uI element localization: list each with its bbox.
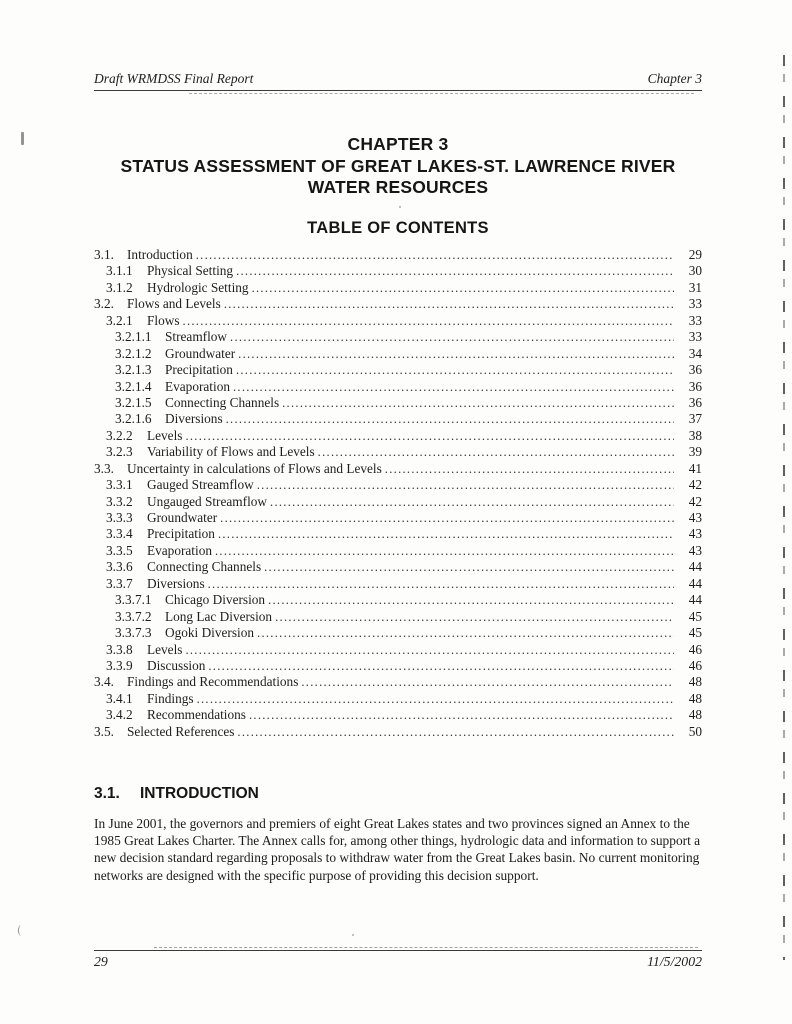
toc-entry-page: 36 (688, 394, 702, 410)
toc-entry-number: 3.4. (94, 674, 114, 690)
toc-entry-label: Ogoki Diversion (165, 625, 255, 641)
toc-entry (94, 395, 702, 411)
toc-entry-number: 3.3.1 (106, 477, 133, 493)
toc-leader-dots (270, 494, 674, 510)
toc-entry-label: Streamflow (165, 329, 228, 345)
toc-leader-dots (282, 395, 674, 411)
toc-entry-number: 3.3.8 (106, 641, 133, 657)
toc-entry-label: Chicago Diversion (165, 592, 266, 608)
toc-entry (94, 461, 702, 477)
toc-entry-page: 30 (688, 263, 702, 279)
toc-entry (94, 428, 702, 444)
toc-entry-number: 3.2. (94, 296, 114, 312)
toc-entry-page: 39 (688, 444, 702, 460)
toc-entry (94, 313, 702, 329)
toc-entry-page: 33 (688, 296, 702, 312)
toc-leader-dots (197, 691, 674, 707)
toc-leader-dots (208, 576, 674, 592)
toc-leader-dots (215, 543, 674, 559)
toc-entry-number: 3.3.7.2 (115, 608, 152, 624)
chapter-number-line: CHAPTER 3 (347, 134, 449, 154)
header-chapter-label: Chapter 3 (647, 71, 702, 86)
toc-leader-dots (275, 609, 674, 625)
toc-entry-label: Gauged Streamflow (147, 477, 254, 493)
toc-entry-label: Recommendations (147, 707, 246, 723)
toc-entry-label: Ungauged Streamflow (147, 493, 268, 509)
toc-entry (94, 362, 702, 378)
toc-entry-page: 37 (688, 411, 702, 427)
toc-leader-dots (220, 510, 674, 526)
toc-entry (94, 526, 702, 542)
scan-edge-artifact (783, 55, 785, 960)
toc-entry-label: Levels (147, 427, 183, 443)
running-header (94, 71, 702, 91)
toc-entry-page: 36 (688, 378, 702, 394)
toc-entry-number: 3.1.2 (106, 279, 133, 295)
toc-entry (94, 625, 702, 641)
toc-entry-page: 44 (688, 559, 702, 575)
toc-entry (94, 379, 702, 395)
toc-entry (94, 724, 702, 740)
toc-entry (94, 707, 702, 723)
toc-entry-number: 3.3.7.3 (115, 625, 152, 641)
toc-entry-number: 3.2.1.6 (115, 411, 152, 427)
toc-entry-number: 3.2.1 (106, 312, 133, 328)
toc-entry-number: 3.4.1 (106, 690, 133, 706)
toc-entry-page: 34 (688, 345, 702, 361)
section-heading (94, 785, 259, 803)
toc-leader-dots (257, 477, 674, 493)
toc-entry (94, 609, 702, 625)
toc-entry-page: 45 (688, 625, 702, 641)
footer-page-number: 29 (94, 954, 108, 969)
toc-entry (94, 296, 702, 312)
chapter-title-block (60, 134, 736, 199)
toc-entry-page: 42 (688, 493, 702, 509)
toc-entry-page: 46 (688, 641, 702, 657)
toc-entry-label: Findings (147, 690, 194, 706)
toc-leader-dots (224, 296, 674, 312)
toc-entry-page: 43 (688, 526, 702, 542)
introduction-paragraph: In June 2001, the governors and premiers of eight Great Lakes states and two provinces signed an Annex to the 1985 Great Lakes Charter. The Annex calls for, among other things, hydrologic data and information to support a new decision standard regarding proposals to withdraw water from the Great Lakes basin. No current monitoring networks are designed with the specific purpose of providing this decision support. (94, 816, 701, 883)
toc-entry-number: 3.2.1.2 (115, 345, 152, 361)
toc-entry (94, 280, 702, 296)
toc-entry-label: Uncertainty in calculations of Flows and Levels (127, 460, 382, 476)
toc-leader-dots (233, 379, 674, 395)
toc-entry-number: 3.1.1 (106, 263, 133, 279)
toc-entry (94, 642, 702, 658)
toc-entry-label: Evaporation (165, 378, 230, 394)
toc-leader-dots (236, 362, 674, 378)
toc-entry-page: 48 (688, 707, 702, 723)
toc-entry (94, 674, 702, 690)
toc-entry (94, 576, 702, 592)
scan-speck-artifact (399, 206, 401, 208)
toc-leader-dots (185, 642, 674, 658)
toc-entry (94, 329, 702, 345)
toc-entry-number: 3.3.7 (106, 575, 133, 591)
chapter-title-line1: STATUS ASSESSMENT OF GREAT LAKES-ST. LAWRENCE RIVER (120, 155, 676, 176)
toc-entry-label: Groundwater (165, 345, 236, 361)
toc-entry-page: 33 (688, 312, 702, 328)
toc-entry-page: 33 (688, 329, 702, 345)
section-title: INTRODUCTION (140, 785, 259, 802)
toc-leader-dots (183, 313, 674, 329)
toc-entry-label: Evaporation (147, 542, 212, 558)
toc-entry-label: Diversions (147, 575, 205, 591)
toc-entry-page: 48 (688, 690, 702, 706)
toc-leader-dots (226, 411, 674, 427)
header-report-title: Draft WRMDSS Final Report (94, 71, 254, 86)
toc-entry-number: 3.3.9 (106, 657, 133, 673)
toc-entry-label: Long Lac Diversion (165, 608, 273, 624)
chapter-title-line2: WATER RESOURCES (307, 177, 489, 197)
toc-entry (94, 510, 702, 526)
toc-entry-page: 31 (688, 279, 702, 295)
toc-entry-number: 3.3.3 (106, 510, 133, 525)
toc-leader-dots (196, 247, 674, 263)
toc-entry-label: Physical Setting (147, 263, 234, 279)
toc-leader-dots (249, 707, 674, 723)
toc-entry-number: 3.2.2 (106, 427, 133, 443)
toc-entry-page: 38 (688, 427, 702, 443)
toc-leader-dots (268, 592, 674, 608)
toc-entry-number: 3.3.5 (106, 542, 133, 558)
toc-entry (94, 658, 702, 674)
toc-entry (94, 411, 702, 427)
toc-entry-page: 45 (688, 608, 702, 624)
toc-heading: TABLE OF CONTENTS (307, 219, 489, 237)
toc-entry-page: 43 (688, 542, 702, 558)
toc-entry-label: Groundwater (147, 510, 218, 525)
toc-entry-label: Precipitation (165, 362, 233, 378)
toc-entry-page: 44 (688, 575, 702, 591)
scan-paren-artifact (18, 925, 24, 936)
toc-entry-number: 3.3. (94, 460, 114, 476)
toc-entry-page: 41 (688, 460, 702, 476)
toc-entry (94, 263, 702, 279)
toc-leader-dots (236, 263, 674, 279)
toc-entry-number: 3.3.2 (106, 493, 133, 509)
toc-leader-dots (252, 280, 674, 296)
toc-entry-page: 50 (688, 723, 702, 739)
toc-entry (94, 494, 702, 510)
toc-entry-label: Selected References (127, 723, 235, 739)
toc-entry-number: 3.3.7.1 (115, 592, 152, 608)
footer-date: 11/5/2002 (647, 954, 702, 969)
toc-entry (94, 477, 702, 493)
toc-entry-page: 42 (688, 477, 702, 493)
toc-leader-dots (318, 444, 674, 460)
toc-entry-label: Diversions (165, 411, 223, 427)
toc-entry-label: Hydrologic Setting (147, 279, 249, 295)
toc-leader-dots (208, 658, 674, 674)
toc-entry (94, 559, 702, 575)
toc-entry-number: 3.4.2 (106, 707, 133, 723)
footer-rule (94, 950, 702, 951)
running-footer (94, 954, 702, 970)
toc-entry-label: Introduction (127, 247, 193, 262)
toc-entry-number: 3.5. (94, 723, 114, 739)
toc-entry (94, 346, 702, 362)
toc-entry-label: Levels (147, 641, 183, 657)
toc-entry-label: Flows (147, 312, 180, 328)
toc-entry (94, 444, 702, 460)
toc-entry-label: Flows and Levels (127, 296, 221, 312)
toc-leader-dots (218, 526, 674, 542)
toc-entry-page: 46 (688, 657, 702, 673)
scan-speck-artifact (352, 934, 354, 936)
toc-entry (94, 247, 702, 263)
toc-entry-number: 3.3.4 (106, 526, 133, 542)
scan-tick-artifact (21, 132, 24, 145)
toc-entry-number: 3.2.1.4 (115, 378, 152, 394)
toc-leader-dots (264, 559, 674, 575)
toc-entry-number: 3.3.6 (106, 559, 133, 575)
toc-entry-label: Connecting Channels (165, 394, 280, 410)
toc-leader-dots (257, 625, 674, 641)
toc-leader-dots (230, 329, 674, 345)
toc-entry-page: 44 (688, 592, 702, 608)
toc-entry (94, 543, 702, 559)
toc-list (94, 247, 702, 740)
toc-leader-dots (237, 724, 674, 740)
toc-entry-label: Discussion (147, 657, 206, 673)
toc-leader-dots (301, 674, 674, 690)
toc-entry-number: 3.1. (94, 247, 114, 262)
toc-entry-page: 29 (688, 247, 702, 262)
toc-entry-number: 3.2.3 (106, 444, 133, 460)
toc-entry-label: Precipitation (147, 526, 215, 542)
toc-entry-number: 3.2.1.1 (115, 329, 152, 345)
toc-leader-dots (385, 461, 674, 477)
toc-entry-page: 43 (688, 510, 702, 525)
toc-entry-number: 3.2.1.5 (115, 394, 152, 410)
toc-entry-page: 36 (688, 362, 702, 378)
toc-leader-dots (238, 346, 674, 362)
toc-entry-label: Findings and Recommendations (127, 674, 299, 690)
section-number: 3.1. (94, 785, 120, 802)
toc-leader-dots (185, 428, 674, 444)
toc-entry-label: Connecting Channels (147, 559, 262, 575)
toc-entry (94, 592, 702, 608)
toc-entry-page: 48 (688, 674, 702, 690)
toc-entry (94, 691, 702, 707)
toc-entry-number: 3.2.1.3 (115, 362, 152, 378)
toc-entry-label: Variability of Flows and Levels (147, 444, 315, 460)
